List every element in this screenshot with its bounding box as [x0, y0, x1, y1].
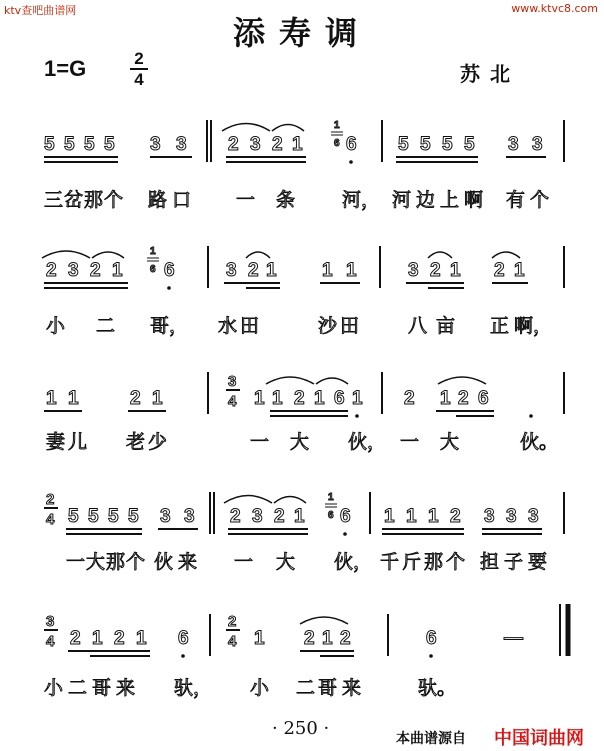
dash: — — [504, 628, 523, 649]
lyric: 那 — [84, 189, 104, 211]
lyric: 伙， — [334, 551, 373, 573]
note: 1 — [352, 388, 363, 409]
note: 6 — [478, 388, 489, 409]
lyric: 二 — [68, 677, 88, 699]
note: 1 — [514, 260, 525, 281]
grace-note: 1 — [334, 120, 340, 131]
note: 5 — [442, 134, 453, 155]
lyric: 儿 — [68, 431, 88, 453]
time-signature-top: 2 — [134, 49, 144, 68]
lyric: 担 — [480, 551, 500, 573]
note: 5 — [104, 134, 115, 155]
lyric: 二 — [96, 315, 116, 337]
note: 2 — [130, 388, 141, 409]
note: 1 — [112, 260, 123, 281]
lyric: 来 — [178, 551, 198, 573]
note: 3 — [150, 134, 161, 155]
lyric: 小 — [250, 677, 270, 699]
note: 6 — [164, 260, 175, 281]
note: 2 — [272, 134, 283, 155]
page-number: · 250 · — [272, 718, 330, 739]
lyric: 哥， — [150, 315, 189, 337]
system-1 — [44, 120, 564, 211]
brand-label: 中国词曲网 — [494, 728, 584, 749]
lyric: 二 — [296, 677, 316, 699]
note: 1 — [314, 388, 325, 409]
note: 2 — [404, 388, 415, 409]
note: 3 — [252, 506, 263, 527]
lyric: 上 — [440, 189, 460, 211]
lyric: 水 — [218, 315, 238, 337]
note: 1 — [294, 506, 305, 527]
lyric: 一 — [250, 431, 270, 453]
note: 1 — [346, 260, 357, 281]
note: 1 — [322, 628, 333, 649]
lyric: 大 — [86, 551, 106, 573]
note: 5 — [128, 506, 139, 527]
lyric: 妻 — [46, 431, 66, 453]
lyric: 千 — [380, 551, 400, 573]
note: 2 — [114, 628, 125, 649]
lyric: 八 — [408, 315, 428, 337]
lyric: 伙 — [154, 551, 174, 573]
note: 5 — [84, 134, 95, 155]
note: 3 — [68, 260, 79, 281]
lyric: 田 — [240, 315, 260, 337]
lyric: 驮， — [174, 677, 213, 699]
lyric: 一 — [400, 431, 420, 453]
time-change-bottom: 4 — [228, 633, 237, 650]
lyric: 个 — [126, 551, 146, 573]
note: 1 — [266, 260, 277, 281]
lyric: 那 — [424, 551, 444, 573]
system-4 — [44, 491, 564, 573]
note: 6 — [340, 506, 351, 527]
lyric: 哥 — [318, 677, 338, 699]
note: 1 — [92, 628, 103, 649]
lyric: 正 — [490, 315, 510, 337]
note: 2 — [458, 388, 469, 409]
note: 5 — [88, 506, 99, 527]
lyric: 三 — [44, 189, 64, 211]
note: 5 — [464, 134, 475, 155]
note: 2 — [230, 506, 241, 527]
note: 1 — [292, 134, 303, 155]
time-change-top: 2 — [228, 613, 237, 630]
lyric: 来 — [342, 677, 362, 699]
note: 3 — [184, 506, 195, 527]
note: 2 — [228, 134, 239, 155]
time-signature-bottom: 4 — [134, 70, 144, 89]
note: 3 — [528, 506, 539, 527]
note: 2 — [294, 388, 305, 409]
note: 6 — [426, 628, 437, 649]
grace-note: 1 — [328, 492, 334, 503]
lyric: 边 — [416, 189, 436, 211]
lyric: 口 — [172, 189, 192, 211]
lyric: 亩 — [436, 315, 456, 337]
lyric: 啊 — [464, 189, 484, 211]
system-3 — [44, 372, 564, 453]
note: 5 — [44, 134, 55, 155]
watermark-left: ktv查吧曲谱网 — [4, 4, 77, 17]
lyric: 小 — [44, 677, 64, 699]
note: 2 — [450, 506, 461, 527]
lyric: 啊， — [514, 315, 553, 337]
note: 1 — [152, 388, 163, 409]
lyric: 个 — [104, 189, 124, 211]
lyric: 斤 — [402, 551, 422, 573]
song-title: 添寿调 — [232, 14, 371, 52]
lyric: 少 — [148, 431, 168, 453]
note: 6 — [178, 628, 189, 649]
note: 1 — [406, 506, 417, 527]
lyric: 伙。 — [520, 431, 559, 453]
grace-note: 6 — [328, 510, 334, 521]
lyric: 路 — [148, 189, 168, 211]
time-change-top: 3 — [46, 613, 55, 630]
note: 1 — [428, 506, 439, 527]
note: 1 — [450, 260, 461, 281]
lyric: 一 — [66, 551, 86, 573]
origin-label: 苏北 — [460, 62, 520, 86]
lyric: 大 — [440, 431, 460, 453]
note: 6 — [334, 388, 345, 409]
system-2 — [42, 246, 564, 337]
lyric: 大 — [276, 551, 296, 573]
time-change-bottom: 4 — [228, 393, 237, 410]
lyric: 个 — [446, 551, 466, 573]
note: 2 — [494, 260, 505, 281]
note: 2 — [340, 628, 351, 649]
note: 1 — [68, 388, 79, 409]
time-change-bottom: 4 — [46, 633, 55, 650]
note: 1 — [272, 388, 283, 409]
note: 1 — [254, 628, 265, 649]
lyric: 河， — [342, 189, 381, 211]
lyric: 老 — [126, 431, 146, 453]
key-signature: 1=G — [44, 56, 87, 81]
lyric: 驮。 — [418, 677, 457, 699]
note: 2 — [430, 260, 441, 281]
time-change-top: 2 — [46, 491, 55, 508]
note: 1 — [46, 388, 57, 409]
lyric: 大 — [290, 431, 310, 453]
lyric: 小 — [46, 315, 66, 337]
note: 3 — [508, 134, 519, 155]
time-change-bottom: 4 — [46, 511, 55, 528]
note: 5 — [68, 506, 79, 527]
note: 1 — [254, 388, 265, 409]
grace-note: 1 — [150, 246, 156, 257]
note: 3 — [250, 134, 261, 155]
lyric: 一 — [236, 189, 256, 211]
system-5 — [44, 604, 568, 699]
lyric: 要 — [528, 551, 548, 573]
note: 5 — [108, 506, 119, 527]
note: 3 — [226, 260, 237, 281]
grace-note: 6 — [334, 138, 340, 149]
lyric: 田 — [340, 315, 360, 337]
source-note: 本曲谱源自 — [396, 731, 466, 747]
lyric: 伙， — [348, 431, 387, 453]
note: 2 — [304, 628, 315, 649]
lyric: 有 — [506, 189, 526, 211]
note: 2 — [248, 260, 259, 281]
note: 3 — [176, 134, 187, 155]
lyric: 条 — [276, 189, 296, 211]
note: 1 — [384, 506, 395, 527]
lyric: 河 — [392, 189, 412, 211]
lyric: 那 — [106, 551, 126, 573]
note: 5 — [398, 134, 409, 155]
note: 5 — [64, 134, 75, 155]
note: 3 — [484, 506, 495, 527]
lyric: 沙 — [318, 315, 338, 337]
lyric: 子 — [504, 551, 524, 573]
note: 2 — [90, 260, 101, 281]
watermark-right: www.ktvc8.com — [511, 2, 598, 15]
note: 3 — [160, 506, 171, 527]
lyric: 一 — [234, 551, 254, 573]
grace-note: 6 — [150, 264, 156, 275]
note: 2 — [70, 628, 81, 649]
note: 3 — [506, 506, 517, 527]
lyric: 岔 — [64, 189, 84, 211]
note: 2 — [274, 506, 285, 527]
lyric: 个 — [530, 189, 550, 211]
note: 2 — [46, 260, 57, 281]
note: 3 — [408, 260, 419, 281]
note: 1 — [440, 388, 451, 409]
note: 1 — [136, 628, 147, 649]
time-change-top: 3 — [228, 373, 237, 390]
note: 6 — [346, 134, 357, 155]
note: 1 — [322, 260, 333, 281]
note: 3 — [532, 134, 543, 155]
note: 5 — [420, 134, 431, 155]
lyric: 哥 — [92, 677, 112, 699]
lyric: 来 — [116, 677, 136, 699]
